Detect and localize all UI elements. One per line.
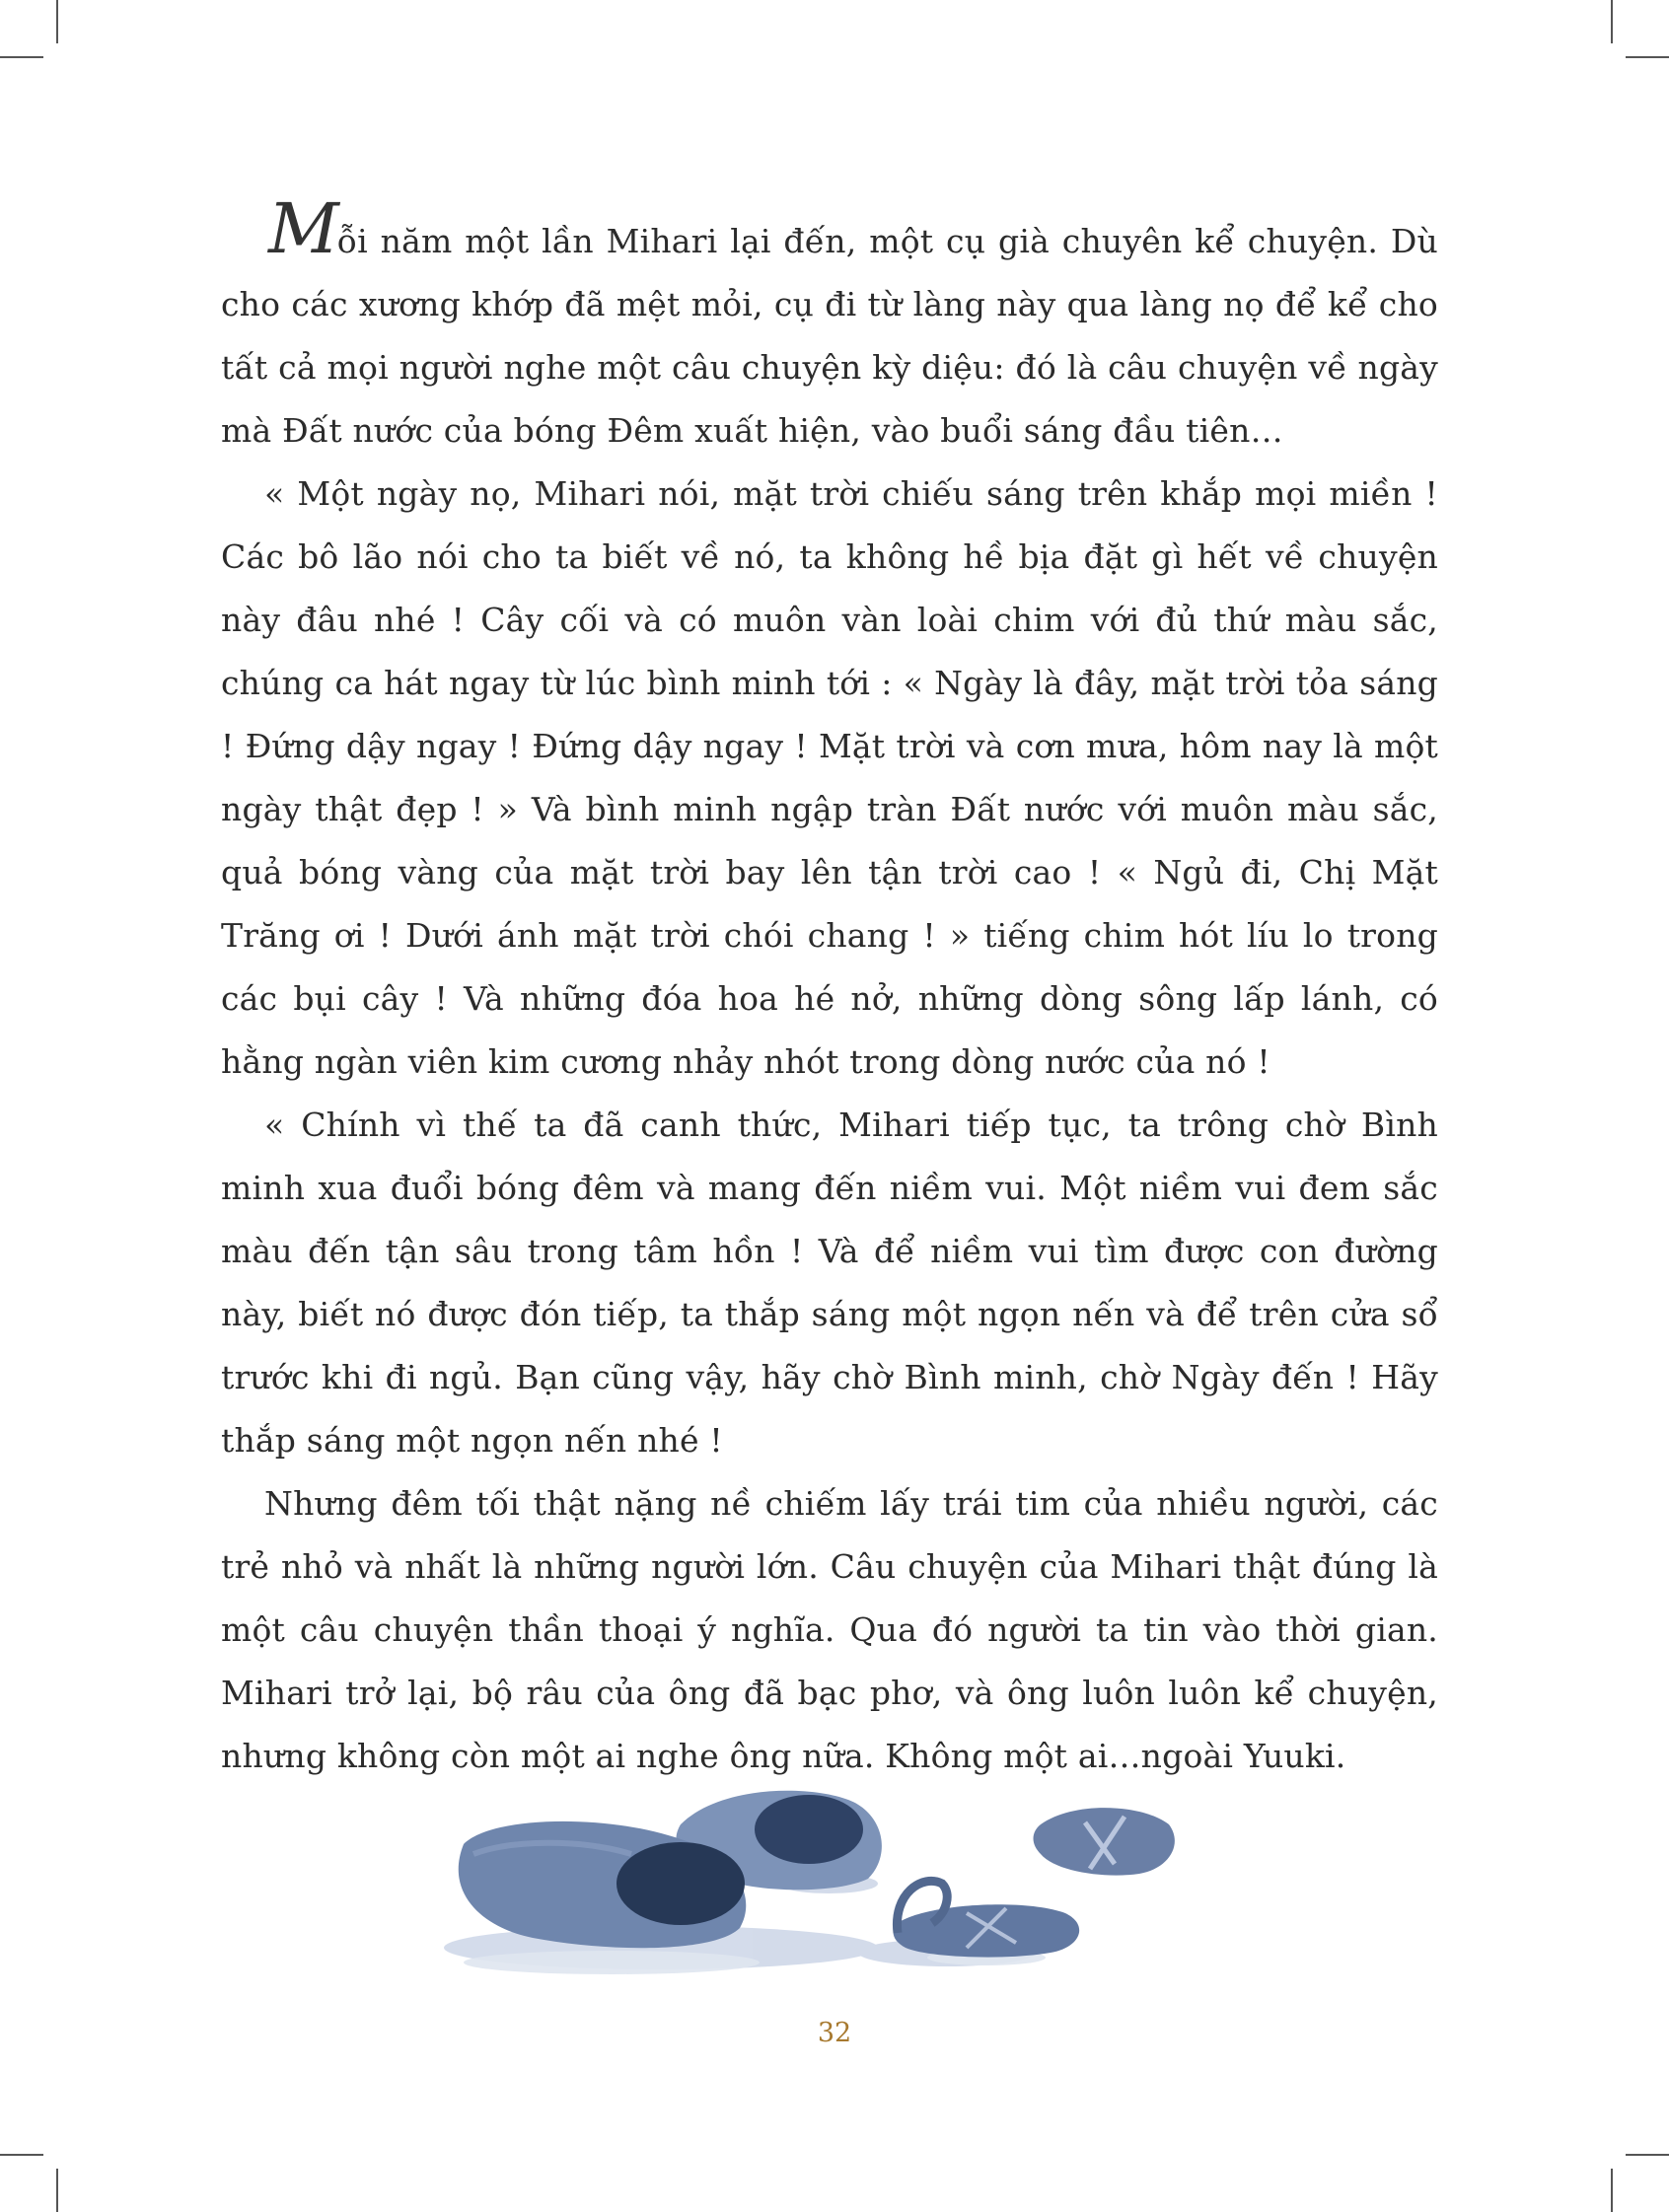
paragraph-4: Nhưng đêm tối thật nặng nề chiếm lấy trái tim của nhiều người, các trẻ nhỏ và nhất là những người lớn. Câu chuyện của Mihari thật đúng là một câu chuyện thần thoại ý nghĩa. Qua đó người ta tin vào thời gian. Mihari trở lại, bộ râu của ông đã bạc phơ, và ông luôn luôn kể chuyện, nhưng không còn một ai nghe ông nữa. Không một ai…ngoài Yuuki.: [221, 1484, 1438, 1775]
page-number: 32: [817, 2018, 852, 2048]
paragraph-1-text: ỗi năm một lần Mihari lại đến, một cụ già chuyên kể chuyện. Dù cho các xương khớp đã mệt mỏi, cụ đi từ làng này qua làng nọ để kể cho tất cả mọi người nghe một câu chuyện kỳ diệu: đó là câu chuyện về ngày mà Đất nước của bóng Đêm xuất hiện, vào buổi sáng đầu tiên…: [221, 222, 1438, 450]
paragraph-1: [221, 188, 1438, 463]
drop-cap: M: [268, 188, 337, 269]
crop-mark-top-right-h: [1626, 56, 1669, 58]
crop-mark-bottom-right-v: [1611, 2169, 1613, 2212]
paragraph-3: « Chính vì thế ta đã canh thức, Mihari tiếp tục, ta trông chờ Bình minh xua đuổi bóng đêm và mang đến niềm vui. Một niềm vui đem sắc màu đến tận sâu trong tâm hồn ! Và để niềm vui tìm được con đường này, biết nó được đón tiếp, ta thắp sáng một ngọn nến và để trên cửa sổ trước khi đi ngủ. Bạn cũng vậy, hãy chờ Bình minh, chờ Ngày đến ! Hãy thắp sáng một ngọn nến nhé !: [221, 1106, 1438, 1460]
paragraph-2: « Một ngày nọ, Mihari nói, mặt trời chiếu sáng trên khắp mọi miền ! Các bô lão nói cho ta biết về nó, ta không hề bịa đặt gì hết về chuyện này đâu nhé ! Cây cối và có muôn vàn loài chim với đủ thứ màu sắc, chúng ca hát ngay từ lúc bình minh tới : « Ngày là đây, mặt trời tỏa sáng ! Đứng dậy ngay ! Đứng dậy ngay ! Mặt trời và cơn mưa, hôm nay là một ngày thật đẹp ! » Và bình minh ngập tràn Đất nước với muôn màu sắc, quả bóng vàng của mặt trời bay lên tận trời cao ! « Ngủ đi, Chị Mặt Trăng ơi ! Dưới ánh mặt trời chói chang ! » tiếng chim hót líu lo trong các bụi cây ! Và những đóa hoa hé nở, những dòng sông lấp lánh, có hằng ngàn viên kim cương nhảy nhót trong dòng nước của nó !: [221, 474, 1438, 1081]
crop-mark-top-left-h: [0, 56, 43, 58]
crop-mark-top-right-v: [1611, 0, 1613, 43]
story-text: [221, 188, 1438, 1788]
slippers-and-sandals-icon: [434, 1746, 1263, 2002]
crop-mark-top-left-v: [56, 0, 58, 43]
crop-mark-bottom-left-h: [0, 2154, 43, 2156]
crop-mark-bottom-left-v: [56, 2169, 58, 2212]
crop-mark-bottom-right-h: [1626, 2154, 1669, 2156]
